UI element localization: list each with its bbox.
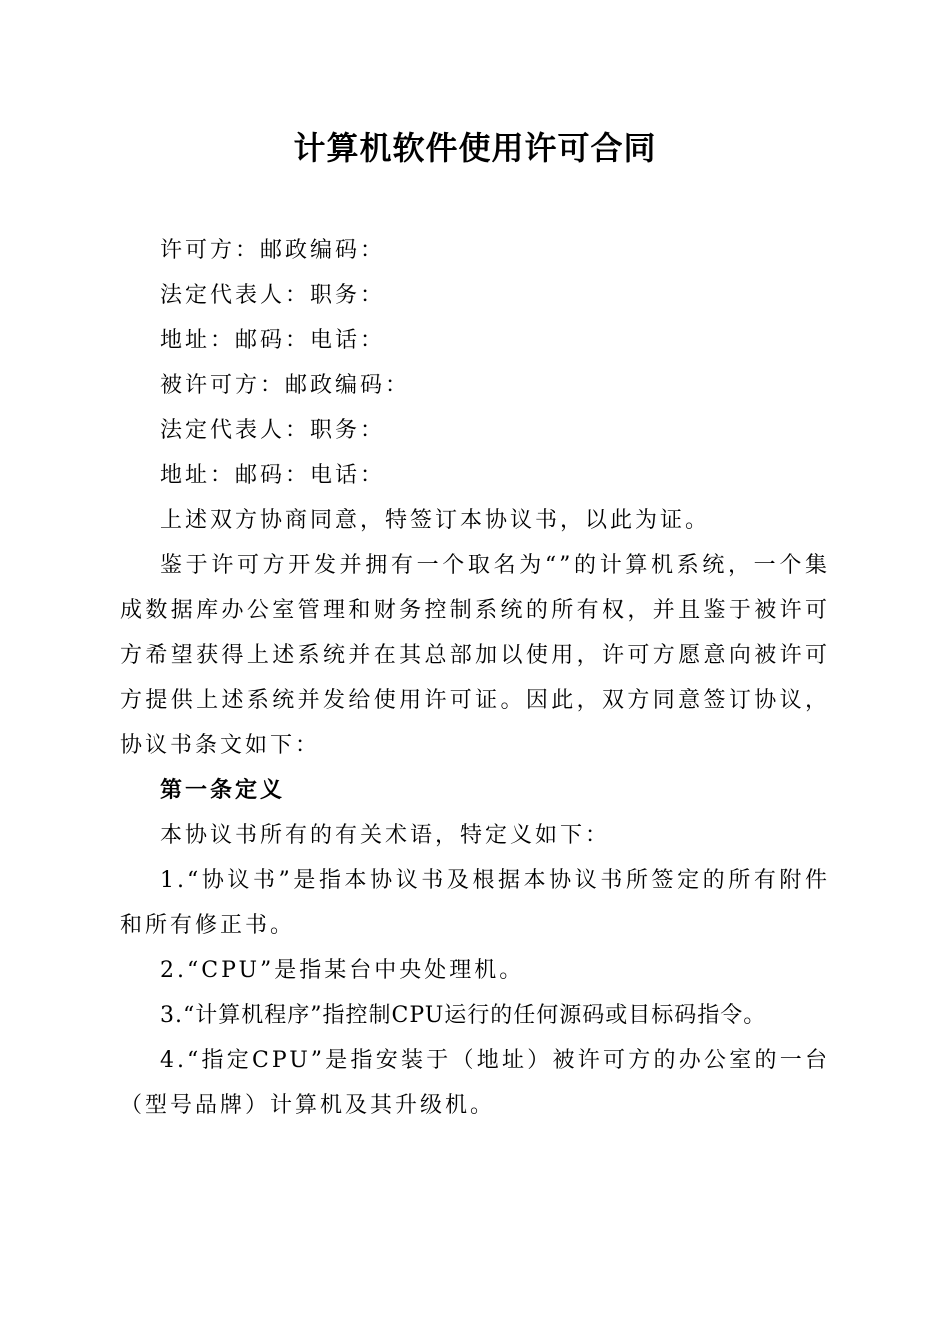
- definition-item-1: 1.“协议书”是指本协议书及根据本协议书所签定的所有附件和所有修正书。: [120, 867, 830, 938]
- intro-paragraph: 上述双方协商同意，特签订本协议书，以此为证。: [160, 507, 711, 533]
- document-title: 计算机软件使用许可合同: [293, 129, 657, 167]
- definition-item-2: 2.“CPU”是指某台中央处理机。: [160, 957, 525, 983]
- party-line-licensee-representative: 法定代表人：职务：: [160, 417, 386, 443]
- definition-item-4: 4.“指定CPU”是指安装于（地址）被许可方的办公室的一台（型号品牌）计算机及其升级机。: [120, 1047, 830, 1118]
- document-page: [120, 128, 830, 1128]
- party-line-licensor: 许可方：邮政编码：: [160, 237, 386, 263]
- party-line-licensee: 被许可方：邮政编码：: [160, 372, 411, 398]
- article-1-heading: 第一条定义: [160, 776, 286, 803]
- definition-item-3: 3.“计算机程序”指控制CPU运行的任何源码或目标码指令。: [160, 1002, 767, 1028]
- party-line-licensor-representative: 法定代表人：职务：: [160, 282, 386, 308]
- recital-paragraph: 鉴于许可方开发并拥有一个取名为“”的计算机系统，一个集成数据库办公室管理和财务控制系统的所有权，并且鉴于被许可方希望获得上述系统并在其总部加以使用，许可方愿意向被许可方提供上述系统并发给使用许可证。因此，双方同意签订协议，协议书条文如下：: [120, 552, 830, 758]
- article-1-lead: 本协议书所有的有关术语，特定义如下：: [160, 822, 611, 848]
- party-line-licensor-address: 地址：邮码：电话：: [160, 327, 386, 353]
- party-line-licensee-address: 地址：邮码：电话：: [160, 462, 386, 488]
